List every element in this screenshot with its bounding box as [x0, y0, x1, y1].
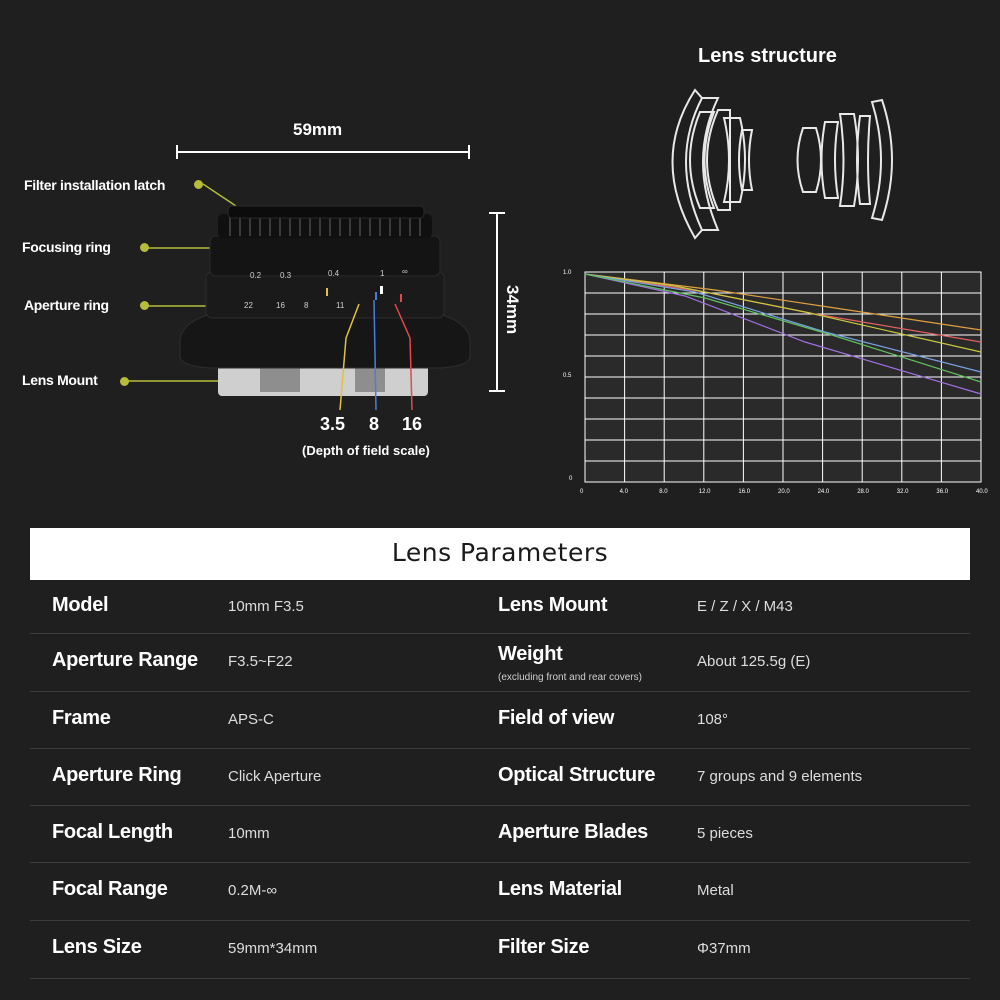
param-value: APS-C — [228, 710, 274, 728]
parameter-row — [30, 633, 970, 692]
param-value: 0.2M-∞ — [228, 882, 278, 899]
param-name: Aperture Blades — [498, 820, 648, 843]
svg-text:22: 22 — [244, 301, 253, 310]
y-tick-0-5: 0.5 — [563, 373, 572, 379]
x-tick-label: 36.0 — [936, 489, 949, 495]
param-name: Field of view — [498, 706, 615, 729]
param-value: E / Z / X / M43 — [697, 597, 793, 615]
param-name: Lens Size — [52, 936, 142, 958]
svg-text:∞: ∞ — [402, 267, 408, 276]
mtf-chart — [555, 262, 988, 497]
param-value: 10mm F3.5 — [228, 597, 304, 615]
lens-structure-title: Lens structure — [698, 45, 837, 67]
parameter-row — [30, 805, 970, 863]
x-tick-label: 4.0 — [619, 489, 628, 495]
y-tick-1: 1.0 — [563, 270, 572, 276]
param-value: Φ37mm — [697, 940, 751, 957]
param-name: Model — [52, 593, 109, 616]
callout-focusing-ring: Focusing ring — [22, 239, 111, 255]
param-name: Weight — [498, 643, 563, 665]
callout-dot-lens-mount — [120, 377, 129, 386]
dof-caption: (Depth of field scale) — [302, 443, 430, 458]
param-name: Focal Length — [52, 820, 173, 843]
param-note: (excluding front and rear covers) — [498, 672, 642, 683]
callout-lens-mount: Lens Mount — [22, 372, 98, 388]
svg-text:8: 8 — [304, 301, 309, 310]
svg-text:0.2: 0.2 — [250, 271, 262, 280]
param-name: Focal Range — [52, 878, 168, 900]
height-dimension-tick-bottom — [489, 390, 505, 392]
height-dimension-tick-top — [489, 212, 505, 214]
height-dimension-label: 34mm — [503, 285, 522, 335]
svg-text:16: 16 — [276, 301, 285, 310]
width-dimension-tick-right — [468, 145, 470, 159]
x-tick-label: 16.0 — [738, 489, 751, 495]
dof-value-3-5: 3.5 — [320, 414, 346, 434]
param-name: Filter Size — [498, 936, 590, 958]
param-name: Lens Mount — [498, 593, 608, 616]
lens-illustration — [140, 170, 480, 400]
param-value: 7 groups and 9 elements — [697, 767, 863, 785]
parameter-row — [30, 862, 970, 921]
param-value: Metal — [697, 882, 734, 899]
svg-text:11: 11 — [336, 301, 345, 310]
x-tick-label: 32.0 — [896, 489, 909, 495]
x-tick-label: 20.0 — [778, 489, 790, 495]
param-value: 59mm*34mm — [228, 940, 318, 957]
parameter-row — [30, 920, 970, 979]
height-dimension-line — [496, 212, 498, 392]
param-name: Frame — [52, 706, 111, 729]
dof-value-16: 16 — [402, 414, 423, 434]
x-tick-label: 28.0 — [857, 489, 869, 495]
width-dimension-tick-left — [176, 145, 178, 159]
param-value: Click Aperture — [228, 767, 322, 785]
parameters-title: Lens Parameters — [30, 528, 970, 580]
y-tick-0: 0 — [569, 476, 573, 482]
x-tick-label: 8.0 — [659, 489, 668, 495]
svg-text:0.4: 0.4 — [328, 269, 340, 278]
x-tick-label: 0 — [580, 489, 584, 495]
param-value: F3.5~F22 — [228, 653, 293, 670]
svg-text:0.3: 0.3 — [280, 271, 292, 280]
dof-value-8: 8 — [369, 414, 380, 434]
lens-structure-diagram — [640, 80, 920, 250]
x-tick-label: 12.0 — [698, 489, 711, 495]
parameter-row — [30, 691, 970, 749]
param-name: Lens Material — [498, 878, 622, 900]
width-dimension-label: 59mm — [293, 120, 343, 139]
x-tick-label: 24.0 — [817, 489, 830, 495]
callout-aperture-ring: Aperture ring — [24, 297, 109, 313]
svg-text:1: 1 — [380, 269, 385, 278]
x-tick-label: 40.0 — [976, 489, 988, 495]
param-name: Aperture Ring — [52, 763, 182, 786]
param-name: Aperture Range — [52, 649, 198, 671]
parameter-row — [30, 748, 970, 806]
parameter-row — [30, 580, 970, 634]
param-value: 10mm — [228, 824, 270, 842]
param-name: Optical Structure — [498, 763, 656, 786]
callout-filter-latch: Filter installation latch — [24, 177, 166, 193]
param-value: 5 pieces — [697, 824, 753, 842]
param-value: 108° — [697, 710, 729, 728]
width-dimension-line — [176, 151, 470, 153]
param-value: About 125.5g (E) — [697, 653, 811, 670]
